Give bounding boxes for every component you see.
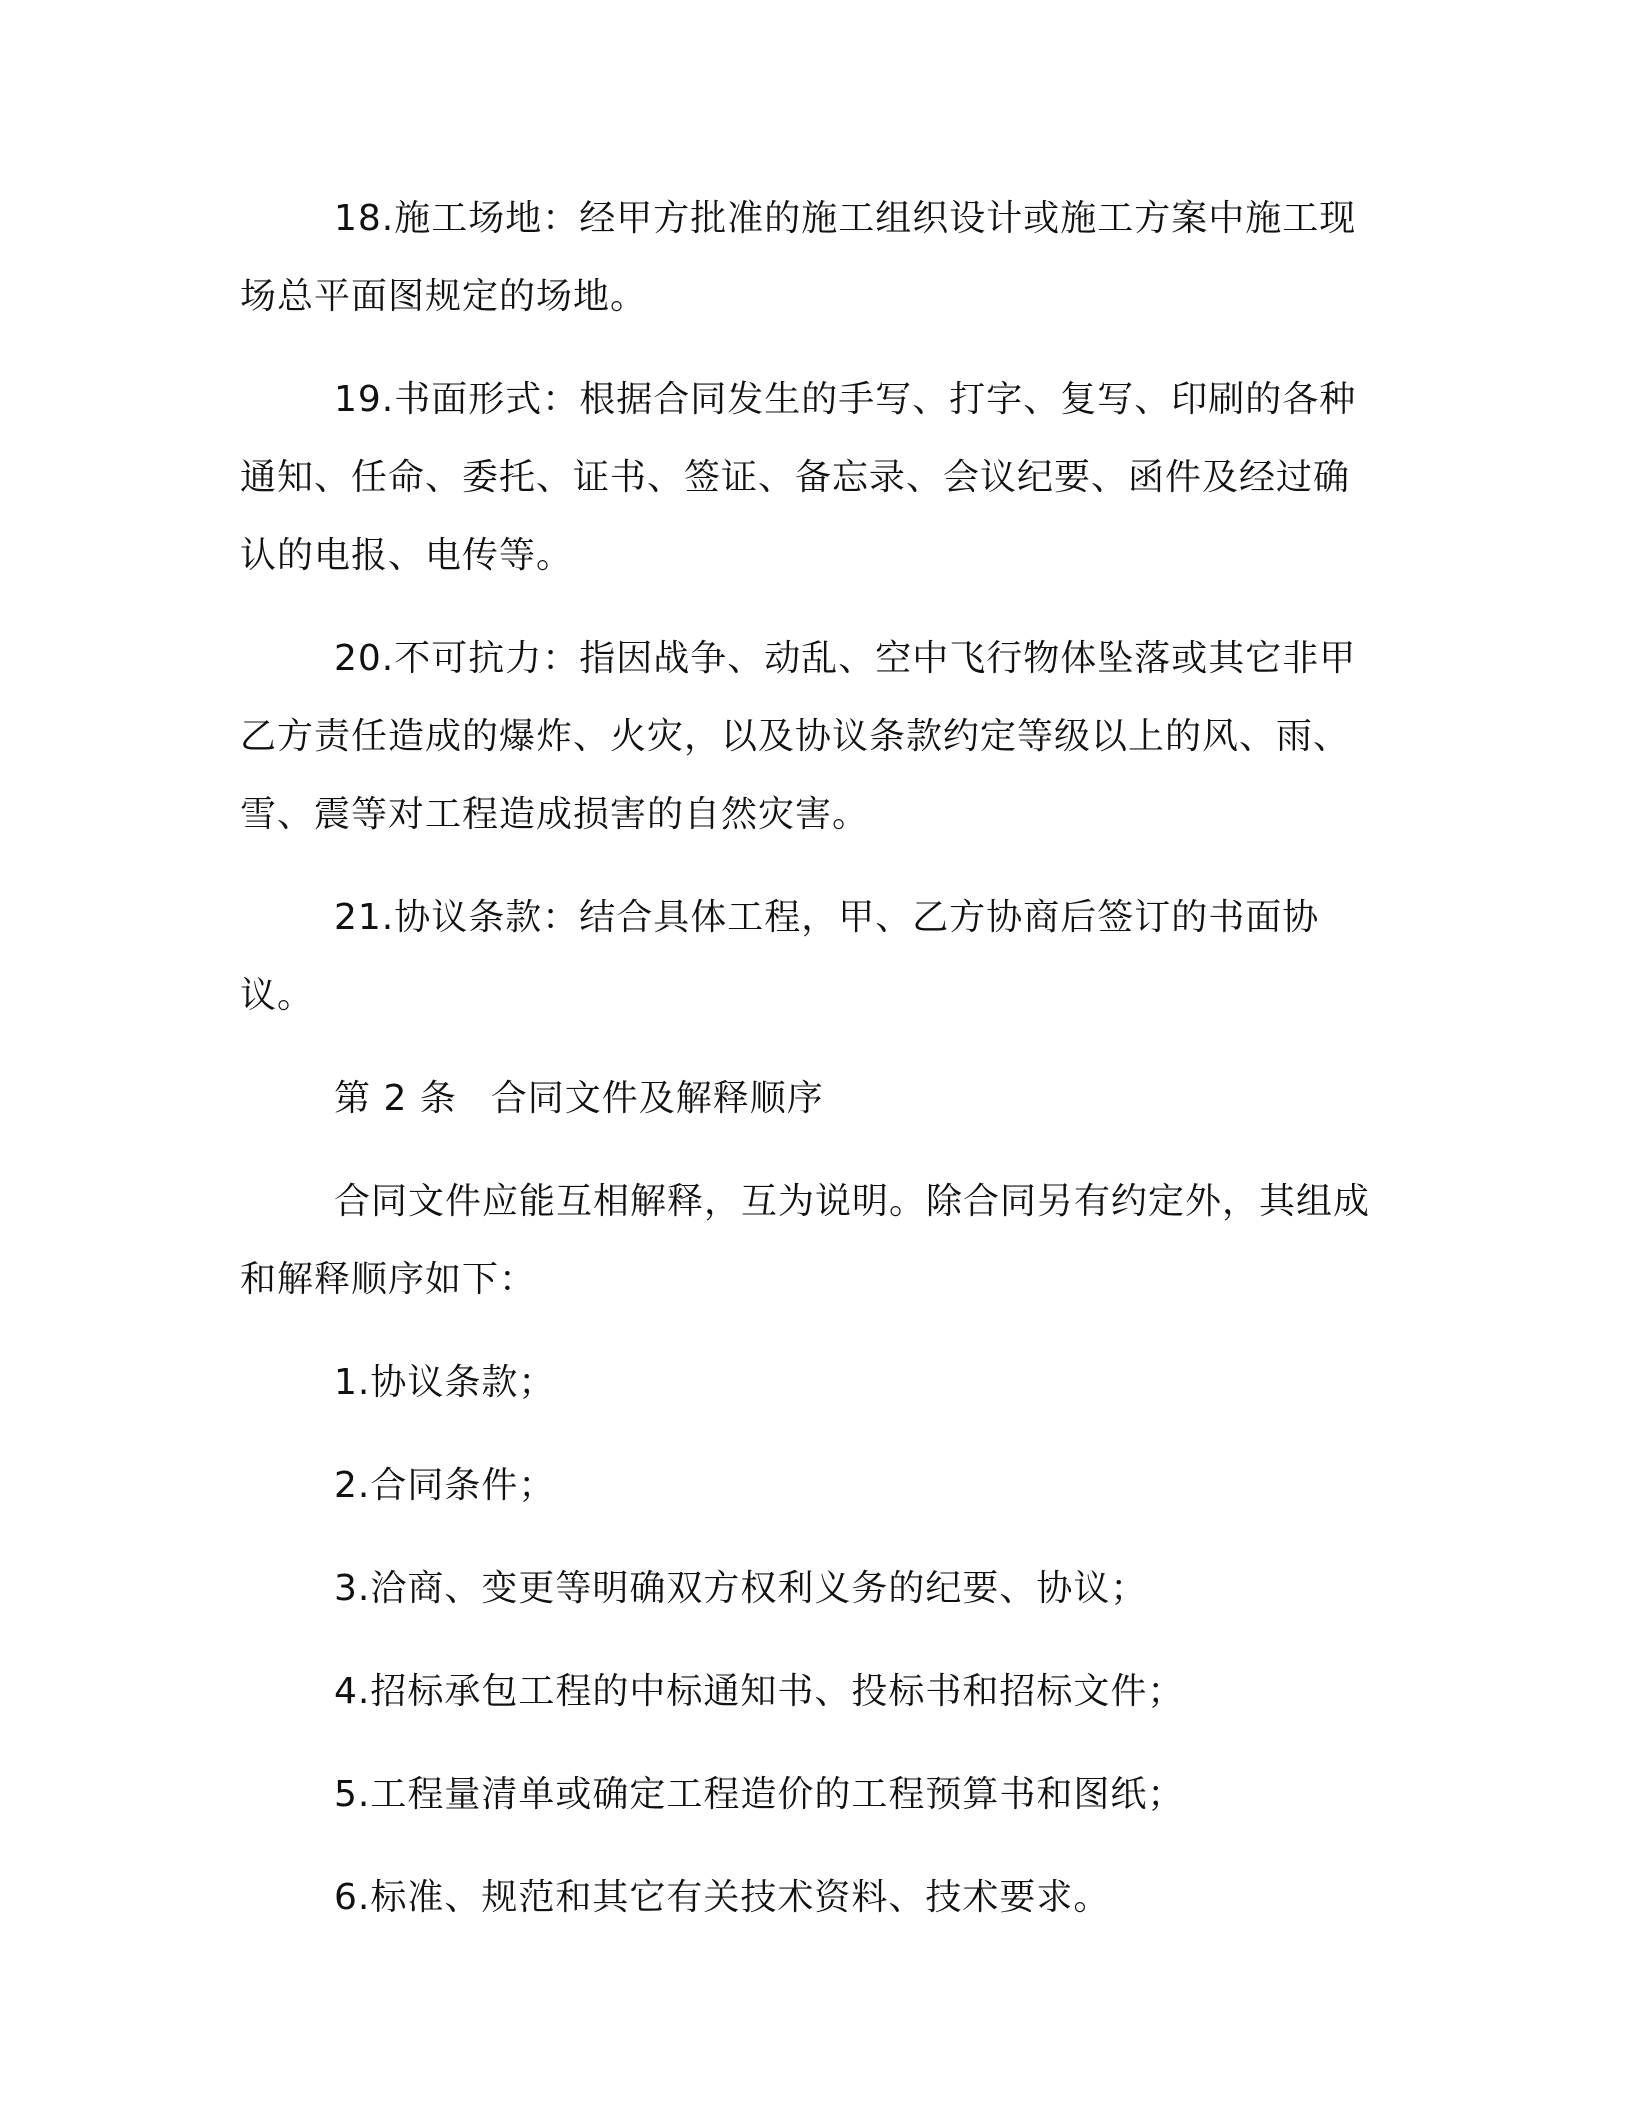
order-item-1: 1.协议条款； bbox=[334, 1362, 556, 1403]
order-item-2: 2.合同条件； bbox=[334, 1465, 556, 1506]
definition-paragraph-21: 21.协议条款：结合具体工程，甲、乙方协商后签订的书面协议。 bbox=[240, 897, 1320, 1016]
document-body bbox=[240, 180, 1380, 1962]
article-title: 合同文件及解释顺序 bbox=[490, 1078, 824, 1119]
order-item-4: 4.招标承包工程的中标通知书、投标书和招标文件； bbox=[334, 1671, 1185, 1712]
definition-paragraph-20: 20.不可抗力：指因战争、动乱、空中飞行物体坠落或其它非甲乙方责任造成的爆炸、火灾，以及协议条款约定等级以上的风、雨、雪、震等对工程造成损害的自然灾害。 bbox=[240, 638, 1357, 835]
definition-paragraph-19: 19.书面形式：根据合同发生的手写、打字、复写、印刷的各种通知、任命、委托、证书、签证、备忘录、会议纪要、函件及经过确认的电报、电传等。 bbox=[240, 379, 1357, 576]
article-heading bbox=[240, 1060, 1380, 1138]
article-number: 第 2 条 bbox=[334, 1078, 457, 1119]
definition-paragraph-18: 18.施工场地：经甲方批准的施工组织设计或施工方案中施工现场总平面图规定的场地。 bbox=[240, 198, 1357, 317]
article-intro-paragraph: 合同文件应能互相解释，互为说明。除合同另有约定外，其组成和解释顺序如下： bbox=[240, 1181, 1371, 1300]
order-item-5: 5.工程量清单或确定工程造价的工程预算书和图纸； bbox=[334, 1774, 1185, 1815]
order-item-6: 6.标准、规范和其它有关技术资料、技术要求。 bbox=[334, 1877, 1111, 1918]
order-item-3: 3.洽商、变更等明确双方权利义务的纪要、协议； bbox=[334, 1568, 1148, 1609]
